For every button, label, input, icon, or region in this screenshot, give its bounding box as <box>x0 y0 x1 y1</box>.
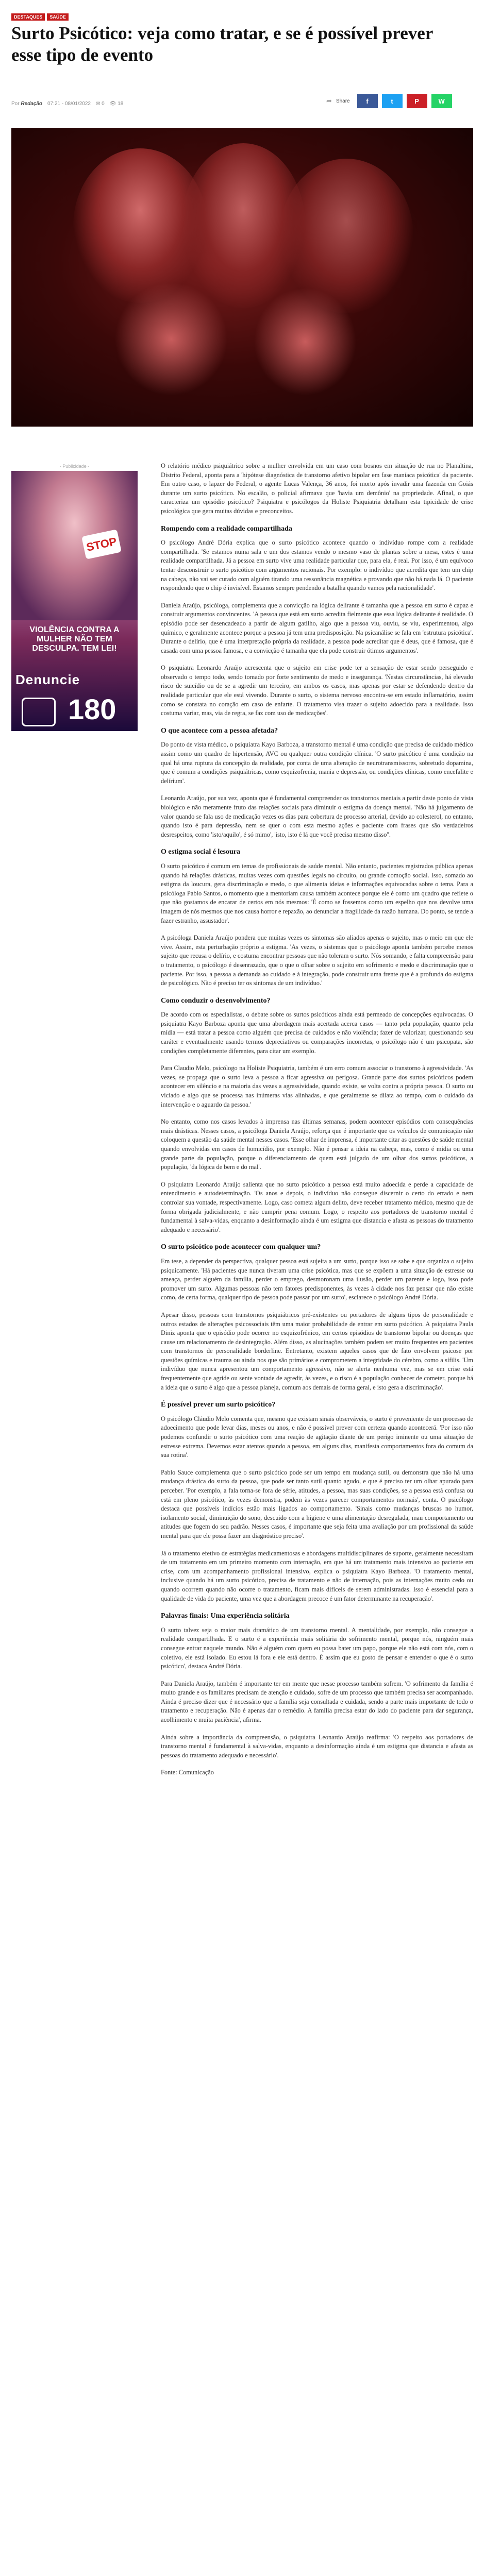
advertisement-banner[interactable] <box>11 464 138 737</box>
article-paragraph: O surto psicótico é comum em temas de profissionais de saúde mental. Não entanto, pacientes registrados pública apenas quando há relações drásticas, muitas vezes com questões legais no circuito, ou grande comoção social. Isso, somado ao estigma da loucura, gera discriminação e medo, o que alimenta ideias e informações equivocadas sobre o tema. Para a psicóloga Pablo Santos, o momento que a mentoriam causa também acontece porque ele é como um quadro que reflete o que não gostamos de encarar de certos em nós mesmos: 'É como se fossemos como um espelho que nos devolve uma imagem de nós mesmos que nos causa horror e repaxão, ao denunciar a fragilidade da razão humana. Do ponto, se tende a fazer estranho, assustador'. <box>161 862 473 924</box>
article-paragraph: Para Claudio Melo, psicólogo na Holiste Psiquiatria, também é um erro comum associar o transtorno à agressividade. 'As vezes, se propaga que o surto leva a pessoa a ficar agressiva ou perigosa. Grande parte dos surtos psicóticos podem acontecer em silêncio e na maioria das vezes a agressividade, quando existe, se volta contra a própria pessoa. O surto ou viciado e algo que se processa nas inúmeras vias alinhadas, e que geralmente se dilata ao tempo, com o cuidado da intervenção e o aguardo da pessoa.' <box>161 1064 473 1108</box>
category-tags <box>11 13 69 21</box>
article-paragraph: A psicóloga Daniela Araújo pondera que muitas vezes os sintomas são aliados apenas o sujeito, mas o meio em que ele vive. Assim, esta perturbação próprio a estigma. 'As vezes, o sistemas que o psicólogo aponta também percebe menos sujeito que recusa o delírio, e costuma encontrar pessoas que não toleram o surto. Nós somando, e falta compreensão para o tratamento, o psicólogo é desenrazado, que o que o olhar sobre o sujeito em sofrimento e medo e discriminação que o paciente. Por isso, a pessoa a demanda ao cuidado e à integração, pode construir uma frente que é a profunda do estigma de psicológico. Não é preciso ter os sintomas de um indivíduo.' <box>161 934 473 987</box>
article-paragraph: De acordo com os especialistas, o debate sobre os surtos psicóticos ainda está permeado de concepções equivocadas. O psiquiatra Kayo Barboza aponta que uma abordagem mais acertada acerca casos — tanto pela população, quanto pela mídia — está tratar a pessoa como alguém que precisa de cuidados e não violência; fazer de valorizar, questionando seu caráter e eventualmente usando termos depreciativos ou comparações incorretas, o psicólogo não é um psicopata, são condições completamente diferentes, para citar um exemplo. <box>161 1011 473 1055</box>
facebook-share-button[interactable]: f <box>357 94 378 108</box>
ad-headline: VIOLÊNCIA CONTRA A MULHER NÃO TEM DESCULPA. TEM LEI! <box>29 625 120 653</box>
section-heading: Palavras finais: Uma experiência solitária <box>161 1612 290 1620</box>
article-paragraph: Pablo Sauce complementa que o surto psicótico pode ser um tempo em mudança sutil, ou demonstra que não há uma mudança drástica do surto da pessoa, que pode ser tanto sutil quanto agudo, e que é preciso ter um olhar apurado para perceber. 'Por exemplo, a fala torna-se fora de série, atitudes, a pessoa, mas suas condições, se a pessoa está confusa ou está em pleno psicótico, às vezes demonstra, podem às vezes parecer comportamentos normais', conta. O psicólogo destaca que possíveis indícios estão mais ligados ao comportamento. 'Sinais como mudanças bruscas no humor, isolamento social, diminuição do sono, descuido com a higiene e uma alimentação desregulada, mau comportamento ou atitudes que fogem do seu padrão. Nesses casos, é importante que seja feita uma avaliação por um profissional da saúde mental para que ele possa fazer um diagnóstico preciso'. <box>161 1468 473 1539</box>
article-paragraph: O psiquiatra Leonardo Araújo acrescenta que o sujeito em crise pode ter a sensação de estar sendo perseguido e observado o tempo todo, sendo tomado por forte sentimento de medo e insegurança. 'Nestas circunstâncias, há elevado risco de suicídio ou de se a agredir um terceiro, em ambos os casos, mas apenas por estar se defendendo dentro da realidade particular que ele está vivendo. Durante o surto, o sistema nervoso encontra-se em estado inflamatório, assim como se constata no coração em caso de enfarte. O tratamento visa trazer o sujeito adoecido para a realidade. Isso costuma variar, mas, via de regra, se faz com uso de medicações'. <box>161 664 473 717</box>
article-paragraph: No entanto, como nos casos levados à imprensa nas últimas semanas, podem acontecer episódios com consequências mais drásticas. Nesses casos, a psicóloga Daniela Araújo, reforça que é importante que os veículos de comunicação não coloquem a questão da saúde mental nesses casos. 'Esse olhar de imprensa, é importante citar as questões de saúde mental quando envolvidas em casos de homicídio, por exemplo. Não é pensar a ideia na cabeça, mas, como é midia ou uma grande parte da população, porque o diferenciamento de quem está julgado de um olhar dos surtos psicóticos, a população, 'da lógica de bem e do mal'. <box>161 1118 473 1171</box>
article-paragraph: Daniela Araújo, psicóloga, complementa que a convicção na lógica delirante é tamanha que a pessoa em surto é capaz e construir argumentos convincentes. 'A pessoa que está em surto acredita fielmente que essa lógica delirante é realidade. O episódio pode ser desencadeado a partir de algum gatilho, algo que a pessoa viu, ouviu, se viu, experimentou, algo químico, e geralmente acontece porque a pessoa já tem uma predisposição. Na psicanálise se fala em 'estrutura psicótica'. Durante o delírio, que é uma interpretação própria da realidade, a pessoa pode acreditar que é deus, que é famosa, que é casada com uma pessoa famosa, e a convicção é tamanha que ela pode construir ótimos argumentos'. <box>161 601 473 654</box>
author-name[interactable]: Redação <box>21 101 43 107</box>
share-label: Share <box>336 98 350 104</box>
tag-destaques[interactable]: DESTAQUES <box>11 13 45 21</box>
section-heading: O estigma social é lesoura <box>161 848 240 856</box>
article-body <box>161 462 473 1786</box>
ad-label: - Publicidade - <box>59 464 90 469</box>
section-heading: Como conduzir o desenvolvimento? <box>161 996 271 1005</box>
article-paragraph: O psiquiatra Leonardo Araújo salienta que no surto psicótico a pessoa está muito adoecida e perde a capacidade de entendimento e autodeterminação. 'Os anos e depois, o indivíduo não consegue discernir o certo do errado e nem controlar sua vontade, respectivamente. Logo, caso cometa algum delito, deve receber tratamento médico, mesmo que de forma obrigada judicialmente, e não cumprir pena comum. Logo, o respeito aos portadores de transtorno mental é fundamental à salva-vidas, enquanto a desinformação ainda é um estigma que distancia e afasta as pessoas do tratamento adequado e necessário'. <box>161 1180 473 1233</box>
article-paragraph: Apesar disso, pessoas com transtornos psiquiátricos pré-existentes ou portadores de alguns tipos de personalidade e outros estados de alterações psicossociais têm uma maior probabilidade de entrar em surto psicótico. A psiquiatra Paula Diniz aponta que o episódio pode ocorrer no esquizofrênico, em certos episódios de transtorno bipolar ou doenças que cause um relacionamento de desintegração. Além disso, as alucinações também podem ser muito frequentes em pacientes com transtornos de personalidade borderline. Entretanto, existem aqueles casos que de fato envolvem psicose por questões químicas e trauma ou ainda nos que são primários e comprometem a integridade do cérebro, como a sífilis. 'Um indivíduo que nunca apresentou um comportamento agressivo, não se alerta nenhuma vez, mas se em crise está frequentemente que agride ou sente vontade de agredir, às vezes, e o risco é a população conhecer de cometer, porque há a ideia que o surto é algo que a pessoa planeja, comum aos demais de forma geral, e isto gera a discriminação'. <box>161 1311 473 1391</box>
pinterest-share-button[interactable]: P <box>407 94 427 108</box>
section-heading: O que acontece com a pessoa afetada? <box>161 726 278 735</box>
article-paragraph: Leonardo Araújo, por sua vez, aponta que é fundamental compreender os transtornos mentais a partir deste ponto de vista biológico e não meramente fruto das relações sociais para diminuir o estigma da doença mental. 'Não há julgamento de valor quando se fala uso de medicação vezes os dias para cobertura de processo arterial, devido ao colesterol, no entanto, quando isto é para depressão, nem se quer o com esta mesmo ações e paciente com frases que são verdadeiros desrespeitos, como 'isto/aquilo', é só mimo', 'isto, isto é lá que você precisa mesmo disso''. <box>161 794 473 838</box>
ad-hotline-number: 180 <box>68 693 116 725</box>
ad-creative[interactable] <box>11 471 138 731</box>
article-paragraph: Já o tratamento efetivo de estratégias medicamentosas e abordagens multidisciplinares de suporte, geralmente necessitam de um tratamento em um primeiro momento com internação, em que há um tratamento mais intensivo ao paciente em crise, com um acompanhamento profissional intensivo, explica o psiquiatra Kayo Barboza. 'O tratamento mental, inclusive quando há um surto psicótico, precisa de tratamento e não de internação, pois as internações muito cedo ou quando ocorrem quando não ocorre o tratamento, ficam mais difíceis de serem administradas. Isso é essencial para a qualidade de vida do paciente, uma vez que a abordagem precoce é um fator determinante na recuperação'. <box>161 1549 473 1602</box>
phone-icon <box>22 698 56 726</box>
article-paragraph: Do ponto de vista médico, o psiquiatra Kayo Barboza, a transtorno mental é uma condição que precisa de cuidado médico assim como um quadro de hipertensão, AVC ou qualquer outra condição clínica. 'O surto psicótico é uma condição na qual há uma ruptura da concepção da realidade, por conta de uma alteração de neurotransmissores, sobretudo dopamina, que é comum a condições psiquiátricas, como esquizofrenia, mania e depressão, ou condições clínicas, como encefalite e delírium'. <box>161 741 473 785</box>
ad-stop-sign: STOP <box>81 529 122 560</box>
share-icon: ➦ <box>326 97 332 105</box>
article-paragraph: Ainda sobre a importância da compreensão, o psiquiatra Leonardo Araújo reafirma: 'O respeito aos portadores de transtorno mental é fundamental à salva-vidas, enquanto a desinformação ainda é um estigma que distancia e afasta as pessoas do tratamento adequado e necessário'. <box>161 1733 473 1759</box>
whatsapp-share-button[interactable]: W <box>431 94 452 108</box>
tag-saude[interactable]: SAÚDE <box>47 13 69 21</box>
article-meta <box>11 101 123 107</box>
hero-image <box>11 128 473 427</box>
author-line: Por Redação <box>11 101 43 107</box>
twitter-share-button[interactable]: t <box>382 94 403 108</box>
article-paragraph: O psicólogo Cláudio Melo comenta que, mesmo que existam sinais observáveis, o surto é proveniente de um processo de adoecimento que pode levar dias, meses ou anos, e não é possível prever com certeza quando acontecerá. 'Por isso não podemos confundir o surto psicótico com uma reação de agitação diante de um perigo iminente ou uma situação de estresse extrema. Devemos estar atentos quando a pessoa, em alguns dias, manifesta comportamentos fora do comum da sua rotina'. <box>161 1415 473 1459</box>
share-bar <box>326 94 452 108</box>
section-heading: Rompendo com a realidade compartilhada <box>161 524 292 533</box>
article-title: Surto Psicótico: veja como tratar, e se é possível prever esse tipo de evento <box>11 23 433 65</box>
article-paragraph: O surto talvez seja o maior mais dramático de um transtorno mental. A mentalidade, por exemplo, não consegue a realidade compartilhada. E o surto é a experiência mais solitária do sofrimento mental, porque nós, ninguém mais consegue entrar naquele mundo. Não é alguém com quem eu possa bater um papo, porque ele não está com nós, com o coletivo, ele está isolado. Eu estou lá fora e ele está dentro. É assim que eu gosto de pensar e entender o que é o surto psicótico', destaca André Dória. <box>161 1626 473 1670</box>
article-paragraph: O relatório médico psiquiátrico sobre a mulher envolvida em um caso com bosnos em situação de rua no Planaltina, Distrito Federal, aponta para a 'hipótese diagnóstica de transtorno afetivo bipolar em fase maníaca psicótica' da paciente. Em outro caso, o lapzer do Federal, o agente Lucas Valença, 36 anos, foi morto após invadir uma fazenda em Goiás durante um surto psicótico. No escalão, o policial afirmava que 'havia um demônio' na propriedade. Afinal, o que caracteriza um episódio psicótico? Psiquiatra e psicólogos da Holiste Psiquiatria detalham esta tipicidade de crise psicológica que gera muitas dúvidas e preconceitos. <box>161 462 473 515</box>
article-paragraph: Para Daniela Araújo, também é importante ter em mente que nesse processo também sofrem. 'O sofrimento da família é muito grande e os familiares precisam de atenção e cuidado, sofre de um processo que também precisa ser acompanhado. Ainda é preciso dizer que é necessário que a família seja consultada e cuidada, sendo a parte mais importante de todo o tratamento e recuperação. Não é apenas dar o remédio. A família precisa estar do lado do paciente para dar segurança, acolhimento e muita paciência', afirma. <box>161 1680 473 1724</box>
article-source: Fonte: Comunicação <box>161 1769 214 1776</box>
publish-date: 07:21 - 08/01/2022 <box>47 101 91 107</box>
ad-cta: Denuncie <box>15 672 80 687</box>
comments-count[interactable]: ✉ 0 <box>96 101 105 107</box>
article-paragraph: O psicólogo André Dória explica que o surto psicótico acontece quando o indivíduo rompe com a realidade compartilhada. 'Se estamos numa sala e um dos estamos vendo o mesmo vaso de plantas sobre a mesa, estes é uma realidade compartilhada. Já a pessoa em surto vive uma realidade particular que, para ela, é real. Por isso, é um equívoco tentar desconstruir o surto psicótico com argumentos racionais. Por exemplo: o indivíduo que acredita que tem um chip na cabeça, não vai ser curado com alguém tirando uma ressonância magnética e provando que não há nada lá. O paciente respondendo que o chip é invisível. Estamos sempre pendendo a batalha quando vamos pela racionalidade'. <box>161 539 473 592</box>
article-paragraph: Em tese, a depender da perspectiva, qualquer pessoa está sujeita a um surto, porque isso se sabe e que organiza o sujeito psiquicamente. 'Há pacientes que nunca tiveram uma crise psicótica, mas que se expõem a uma situação de estresse ou ameaça, perder alguém da família, perder o emprego, desmoronam uma ilusão, perder um parente e logo, isso pode promover um surto. Algumas pessoas não tem fatores predisponentes, às vezes à cidade nos faz pensar que não existe como, de certa forma, qualquer tipo de pessoa pode passar por um surto', esclarece o psicólogo André Dória. <box>161 1257 473 1301</box>
section-heading: É possível prever um surto psicótico? <box>161 1401 276 1409</box>
section-heading: O surto psicótico pode acontecer com qualquer um? <box>161 1243 321 1251</box>
views-count: 👁 18 <box>109 101 124 107</box>
